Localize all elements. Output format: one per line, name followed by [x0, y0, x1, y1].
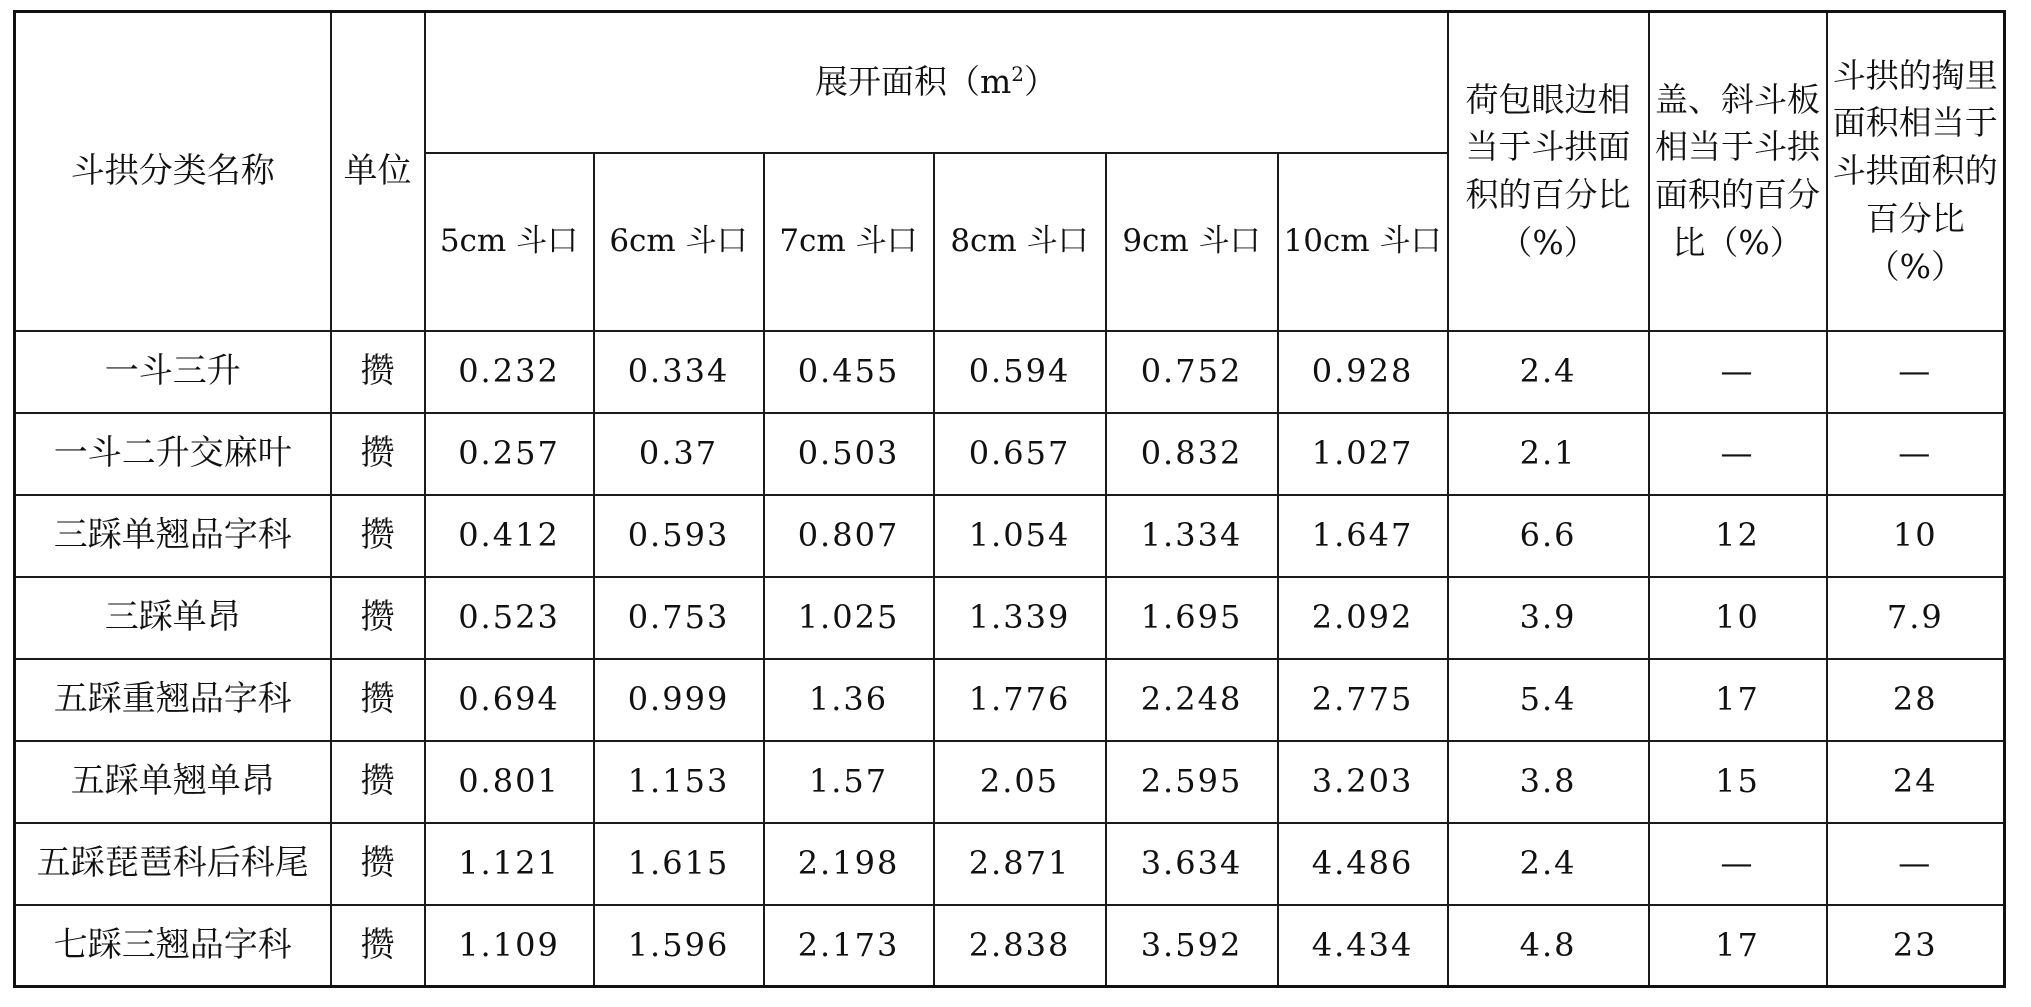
- row-area-cell: 2.248: [1106, 659, 1278, 741]
- row-pct-taoli-cell: 28: [1827, 659, 2005, 741]
- bracket-area-table-sheet: [13, 10, 2003, 988]
- row-area-cell: 0.753: [594, 577, 764, 659]
- row-unit-cell: 攒: [331, 413, 425, 495]
- row-area-cell: 2.871: [934, 823, 1106, 905]
- header-area-group-text: 展开面积（m: [815, 62, 1012, 102]
- row-area-cell: 2.595: [1106, 741, 1278, 823]
- row-pct-gaixiedouban-cell: —: [1649, 413, 1827, 495]
- header-size-10cm: 10cm 斗口: [1278, 153, 1448, 331]
- row-unit-cell: 攒: [331, 741, 425, 823]
- row-pct-hebaoyan-cell: 2.1: [1448, 413, 1649, 495]
- row-pct-gaixiedouban-cell: 17: [1649, 905, 1827, 987]
- row-area-cell: 1.36: [764, 659, 934, 741]
- row-pct-gaixiedouban-cell: 12: [1649, 495, 1827, 577]
- row-name-cell: 五踩单翘单昂: [15, 741, 331, 823]
- table-row: [15, 741, 2005, 823]
- row-area-cell: 1.334: [1106, 495, 1278, 577]
- header-unit-col: 单位: [331, 12, 425, 331]
- row-area-cell: 1.339: [934, 577, 1106, 659]
- row-name-cell: 五踩重翘品字科: [15, 659, 331, 741]
- row-pct-taoli-cell: 10: [1827, 495, 2005, 577]
- row-pct-taoli-cell: —: [1827, 823, 2005, 905]
- row-area-cell: 0.657: [934, 413, 1106, 495]
- row-unit-cell: 攒: [331, 659, 425, 741]
- row-area-cell: 3.634: [1106, 823, 1278, 905]
- row-area-cell: 0.594: [934, 331, 1106, 413]
- row-area-cell: 2.092: [1278, 577, 1448, 659]
- row-area-cell: 0.412: [425, 495, 594, 577]
- row-area-cell: 1.025: [764, 577, 934, 659]
- row-unit-cell: 攒: [331, 577, 425, 659]
- header-area-group: [425, 12, 1448, 153]
- row-area-cell: 0.503: [764, 413, 934, 495]
- row-unit-cell: 攒: [331, 905, 425, 987]
- row-area-cell: 3.203: [1278, 741, 1448, 823]
- row-area-cell: 0.694: [425, 659, 594, 741]
- row-name-cell: 三踩单昂: [15, 577, 331, 659]
- table-row: [15, 577, 2005, 659]
- row-area-cell: 0.455: [764, 331, 934, 413]
- row-area-cell: 0.801: [425, 741, 594, 823]
- table-body: [15, 331, 2005, 987]
- row-pct-hebaoyan-cell: 6.6: [1448, 495, 1649, 577]
- row-area-cell: 0.832: [1106, 413, 1278, 495]
- header-area-group-superscript: 2: [1011, 62, 1025, 87]
- header-size-7cm: 7cm 斗口: [764, 153, 934, 331]
- header-size-6cm: 6cm 斗口: [594, 153, 764, 331]
- row-area-cell: 0.593: [594, 495, 764, 577]
- table-row: [15, 905, 2005, 987]
- row-pct-gaixiedouban-cell: 10: [1649, 577, 1827, 659]
- row-pct-gaixiedouban-cell: —: [1649, 823, 1827, 905]
- row-pct-hebaoyan-cell: 3.8: [1448, 741, 1649, 823]
- row-area-cell: 0.334: [594, 331, 764, 413]
- row-unit-cell: 攒: [331, 331, 425, 413]
- row-area-cell: 0.999: [594, 659, 764, 741]
- header-pct-hebaoyan: 荷包眼边相当于斗拱面积的百分比（%）: [1448, 12, 1649, 331]
- row-area-cell: 1.57: [764, 741, 934, 823]
- table-row: [15, 331, 2005, 413]
- header-area-group-close: ）: [1024, 62, 1058, 102]
- row-area-cell: 0.807: [764, 495, 934, 577]
- row-pct-hebaoyan-cell: 5.4: [1448, 659, 1649, 741]
- header-size-9cm: 9cm 斗口: [1106, 153, 1278, 331]
- row-pct-taoli-cell: —: [1827, 413, 2005, 495]
- table-row: [15, 823, 2005, 905]
- table-row: [15, 659, 2005, 741]
- row-pct-gaixiedouban-cell: 17: [1649, 659, 1827, 741]
- row-area-cell: 1.647: [1278, 495, 1448, 577]
- row-area-cell: 0.37: [594, 413, 764, 495]
- header-name-col: 斗拱分类名称: [15, 12, 331, 331]
- row-pct-gaixiedouban-cell: 15: [1649, 741, 1827, 823]
- row-name-cell: 七踩三翘品字科: [15, 905, 331, 987]
- bracket-area-table: [13, 10, 2006, 988]
- row-area-cell: 0.928: [1278, 331, 1448, 413]
- row-area-cell: 1.596: [594, 905, 764, 987]
- row-area-cell: 1.776: [934, 659, 1106, 741]
- row-area-cell: 2.198: [764, 823, 934, 905]
- row-name-cell: 五踩琵琶科后科尾: [15, 823, 331, 905]
- row-pct-taoli-cell: —: [1827, 331, 2005, 413]
- header-size-5cm: 5cm 斗口: [425, 153, 594, 331]
- row-area-cell: 1.109: [425, 905, 594, 987]
- row-name-cell: 三踩单翘品字科: [15, 495, 331, 577]
- row-area-cell: 1.615: [594, 823, 764, 905]
- row-pct-gaixiedouban-cell: —: [1649, 331, 1827, 413]
- row-area-cell: 2.173: [764, 905, 934, 987]
- row-name-cell: 一斗三升: [15, 331, 331, 413]
- header-size-8cm: 8cm 斗口: [934, 153, 1106, 331]
- row-name-cell: 一斗二升交麻叶: [15, 413, 331, 495]
- row-area-cell: 0.752: [1106, 331, 1278, 413]
- row-area-cell: 2.05: [934, 741, 1106, 823]
- row-area-cell: 2.838: [934, 905, 1106, 987]
- row-pct-taoli-cell: 24: [1827, 741, 2005, 823]
- row-area-cell: 0.257: [425, 413, 594, 495]
- row-pct-taoli-cell: 7.9: [1827, 577, 2005, 659]
- row-area-cell: 2.775: [1278, 659, 1448, 741]
- row-area-cell: 0.232: [425, 331, 594, 413]
- table-row: [15, 495, 2005, 577]
- row-area-cell: 1.027: [1278, 413, 1448, 495]
- header-pct-taoli: 斗拱的掏里面积相当于斗拱面积的百分比（%）: [1827, 12, 2005, 331]
- row-pct-hebaoyan-cell: 2.4: [1448, 823, 1649, 905]
- row-area-cell: 1.695: [1106, 577, 1278, 659]
- row-unit-cell: 攒: [331, 823, 425, 905]
- row-area-cell: 1.153: [594, 741, 764, 823]
- row-area-cell: 3.592: [1106, 905, 1278, 987]
- row-pct-hebaoyan-cell: 2.4: [1448, 331, 1649, 413]
- row-area-cell: 4.434: [1278, 905, 1448, 987]
- row-area-cell: 1.054: [934, 495, 1106, 577]
- header-pct-gaixiedouban: 盖、斜斗板相当于斗拱面积的百分比（%）: [1649, 12, 1827, 331]
- row-pct-hebaoyan-cell: 3.9: [1448, 577, 1649, 659]
- row-area-cell: 1.121: [425, 823, 594, 905]
- row-area-cell: 0.523: [425, 577, 594, 659]
- row-pct-hebaoyan-cell: 4.8: [1448, 905, 1649, 987]
- row-unit-cell: 攒: [331, 495, 425, 577]
- row-area-cell: 4.486: [1278, 823, 1448, 905]
- table-row: [15, 413, 2005, 495]
- row-pct-taoli-cell: 23: [1827, 905, 2005, 987]
